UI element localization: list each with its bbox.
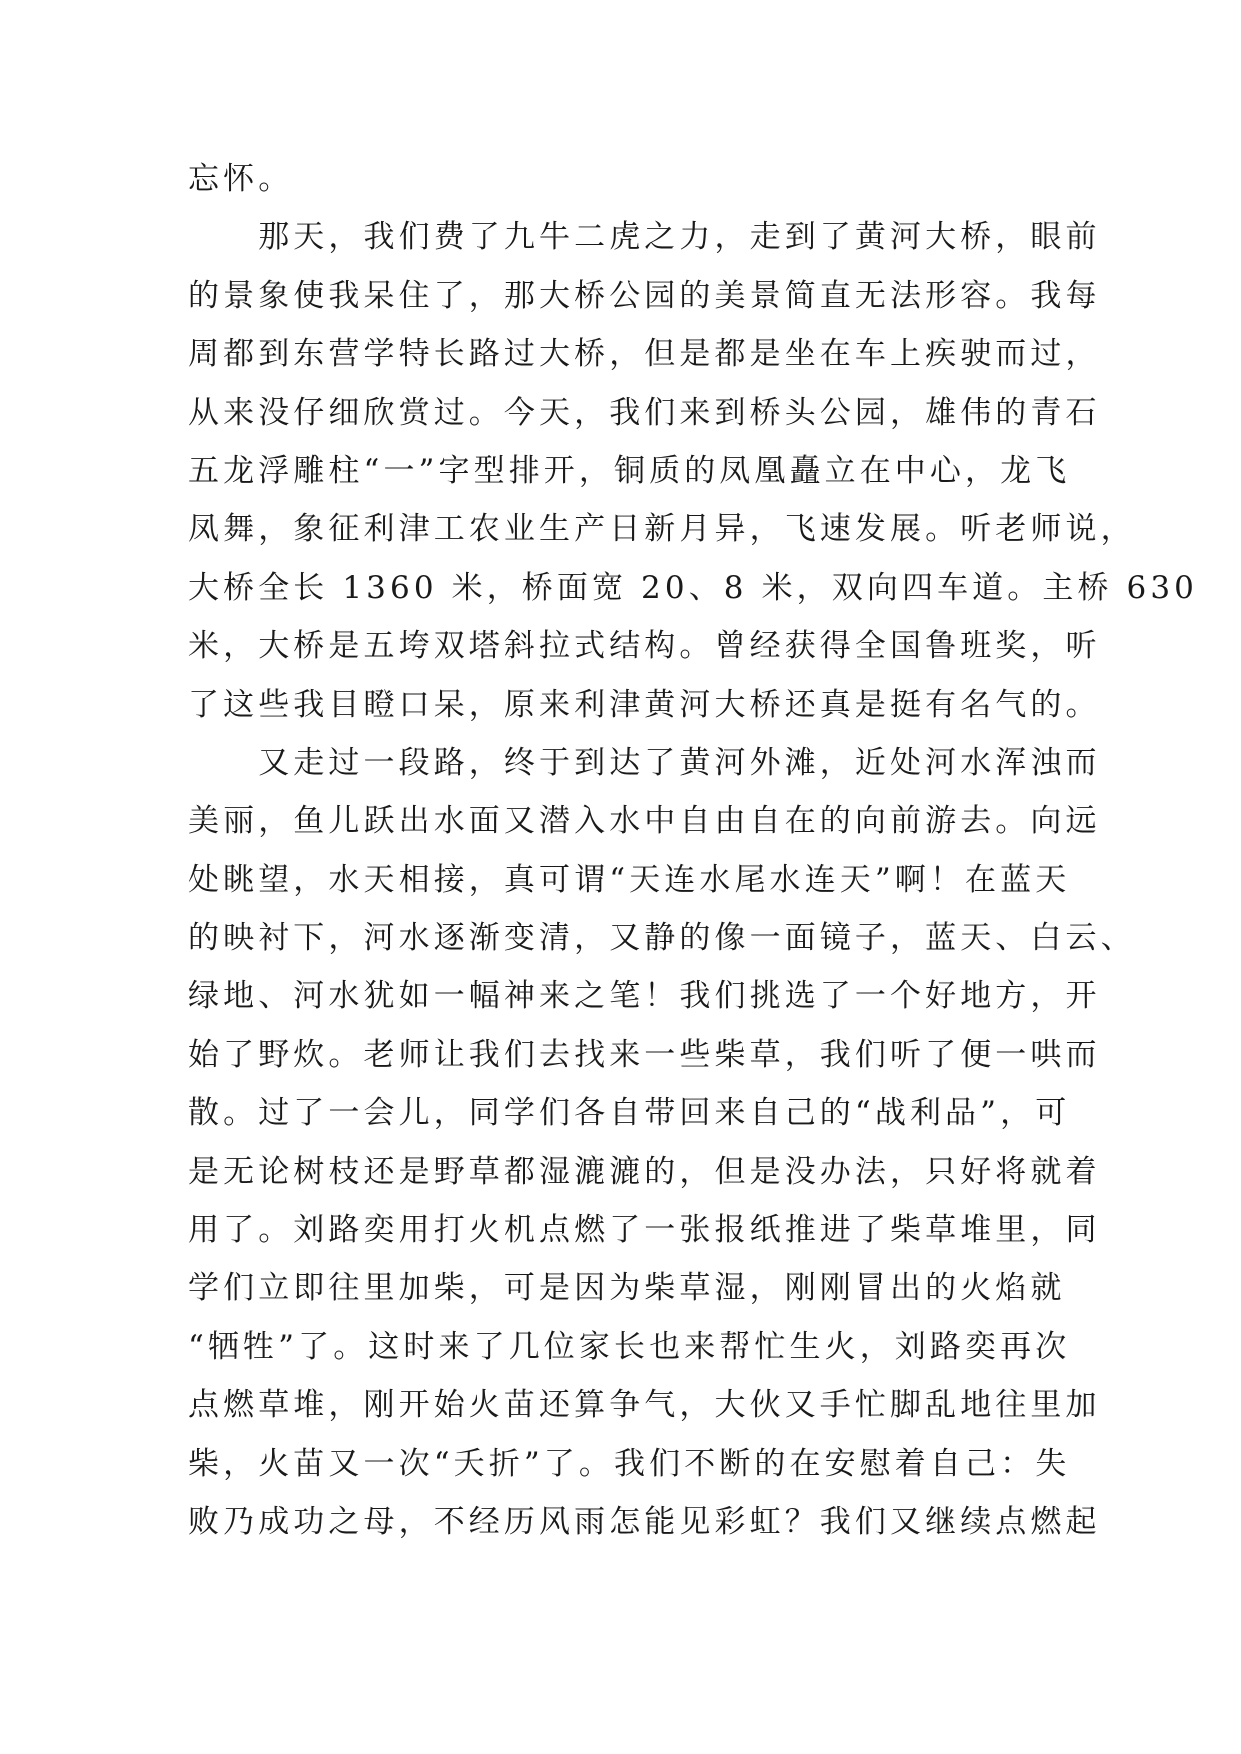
text-line: 的映衬下，河水逐渐变清，又静的像一面镜子，蓝天、白云、	[188, 920, 1136, 957]
text-line: 是无论树枝还是野草都湿漉漉的，但是没办法，只好将就着	[188, 1153, 1101, 1190]
text-line: 又走过一段路，终于到达了黄河外滩，近处河水浑浊而	[188, 744, 1101, 781]
text-line: 凤舞，象征利津工农业生产日新月异，飞速发展。听老师说，	[188, 511, 1136, 548]
text-line: 五龙浮雕柱“一”字型排开，铜质的凤凰矗立在中心，龙飞	[188, 452, 1071, 489]
document-body	[188, 150, 1198, 1551]
text-line: 米，大桥是五垮双塔斜拉式结构。曾经获得全国鲁班奖，听	[188, 628, 1101, 665]
text-line: 大桥全长 1360 米，桥面宽 20、8 米，双向四车道。主桥 630	[188, 569, 1198, 606]
text-line: 的景象使我呆住了，那大桥公园的美景简直无法形容。我每	[188, 277, 1101, 314]
text-line: 美丽，鱼儿跃出水面又潜入水中自由自在的向前游去。向远	[188, 803, 1101, 840]
text-line: 从来没仔细欣赏过。今天，我们来到桥头公园，雄伟的青石	[188, 394, 1101, 431]
text-line: 了这些我目瞪口呆，原来利津黄河大桥还真是挺有名气的。	[188, 686, 1101, 723]
text-line: 绿地、河水犹如一幅神来之笔！我们挑选了一个好地方，开	[188, 978, 1101, 1015]
text-line: 点燃草堆，刚开始火苗还算争气，大伙又手忙脚乱地往里加	[188, 1387, 1101, 1424]
text-line: 败乃成功之母，不经历风雨怎能见彩虹？我们又继续点燃起	[188, 1503, 1101, 1540]
text-line: 始了野炊。老师让我们去找来一些柴草，我们听了便一哄而	[188, 1036, 1101, 1073]
text-line: 学们立即往里加柴，可是因为柴草湿，刚刚冒出的火焰就	[188, 1270, 1066, 1307]
text-line: 那天，我们费了九牛二虎之力，走到了黄河大桥，眼前	[188, 219, 1101, 256]
text-line: “牺牲”了。这时来了几位家长也来帮忙生火，刘路奕再次	[188, 1328, 1071, 1365]
text-line: 用了。刘路奕用打火机点燃了一张报纸推进了柴草堆里，同	[188, 1212, 1101, 1249]
text-line: 柴，火苗又一次“夭折”了。我们不断的在安慰着自己：失	[188, 1445, 1071, 1482]
text-line: 周都到东营学特长路过大桥，但是都是坐在车上疾驶而过，	[188, 336, 1101, 373]
text-line: 忘怀。	[188, 161, 294, 197]
text-line: 处眺望，水天相接，真可谓“天连水尾水连天”啊！在蓝天	[188, 861, 1071, 898]
text-line: 散。过了一会儿，同学们各自带回来自己的“战利品”，可	[188, 1095, 1071, 1132]
